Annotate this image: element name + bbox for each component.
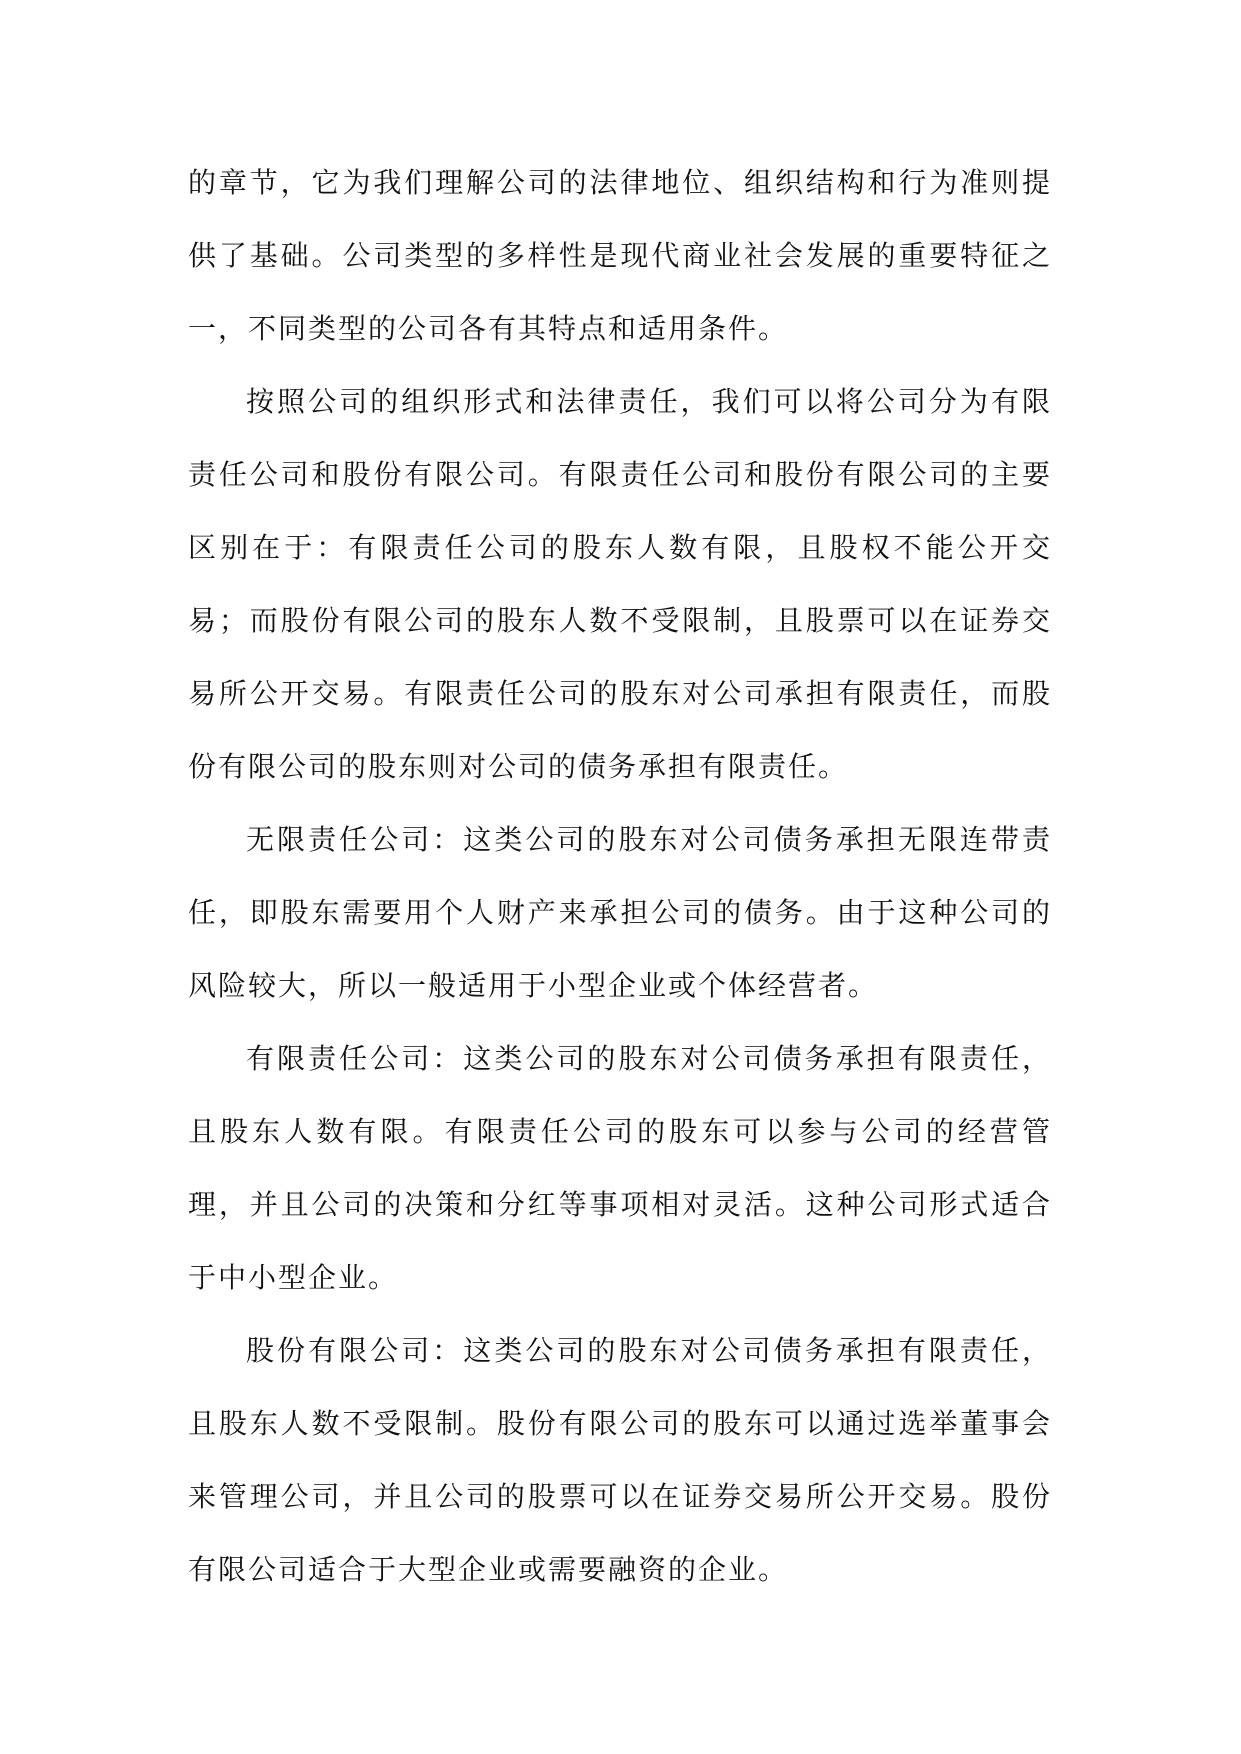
paragraph-limited-liability-company: 有限责任公司：这类公司的股东对公司债务承担有限责任，且股东人数有限。有限责任公司的股东可以参与公司的经营管理，并且公司的决策和分红等事项相对灵活。这种公司形式适合于中小型企业。 xyxy=(188,1042,1052,1294)
document-body xyxy=(188,146,1052,1606)
paragraph-continuation: 的章节，它为我们理解公司的法律地位、组织结构和行为准则提供了基础。公司类型的多样性是现代商业社会发展的重要特征之一，不同类型的公司各有其特点和适用条件。 xyxy=(188,166,1052,345)
paragraph-unlimited-liability-company: 无限责任公司：这类公司的股东对公司债务承担无限连带责任，即股东需要用个人财产来承担公司的债务。由于这种公司的风险较大，所以一般适用于小型企业或个体经营者。 xyxy=(188,823,1052,1002)
paragraph-company-classification: 按照公司的组织形式和法律责任，我们可以将公司分为有限责任公司和股份有限公司。有限责任公司和股份有限公司的主要区别在于：有限责任公司的股东人数有限，且股权不能公开交易；而股份有限公司的股东人数不受限制，且股票可以在证券交易所公开交易。有限责任公司的股东对公司承担有限责任，而股份有限公司的股东则对公司的债务承担有限责任。 xyxy=(188,385,1052,783)
paragraph-joint-stock-company: 股份有限公司：这类公司的股东对公司债务承担有限责任，且股东人数不受限制。股份有限公司的股东可以通过选举董事会来管理公司，并且公司的股票可以在证券交易所公开交易。股份有限公司适合于大型企业或需要融资的企业。 xyxy=(188,1334,1052,1586)
